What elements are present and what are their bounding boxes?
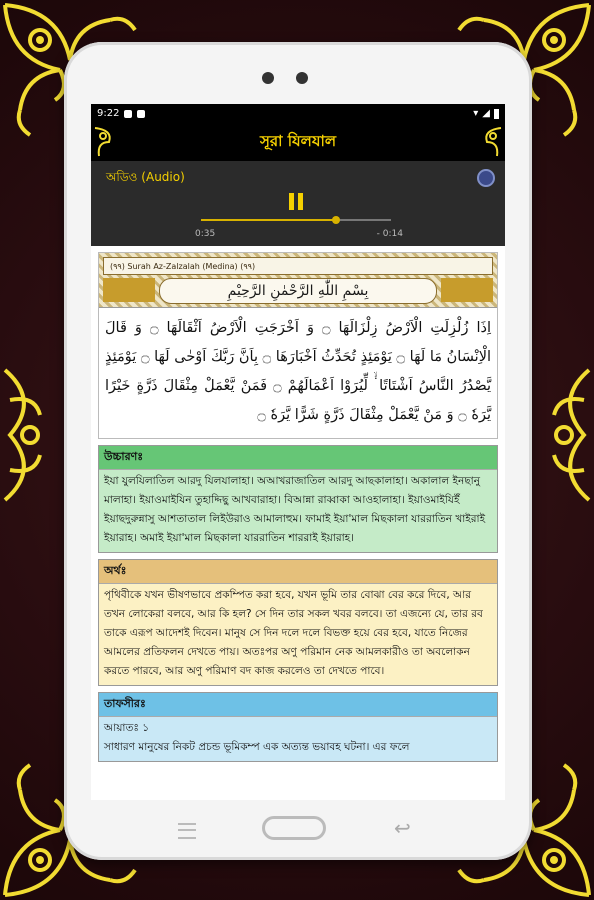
title-ornament-icon [473,126,503,158]
tafsir-body [99,717,497,761]
back-icon[interactable]: ↩ [394,816,411,840]
battery-icon [494,109,499,119]
status-bar [91,104,505,123]
meaning-section [98,559,498,686]
ornament-side-icon [534,360,594,510]
remaining-time: - 0:14 [376,229,403,239]
page-title: সূরা যিলযাল [259,131,336,150]
sim-icon [137,110,145,118]
audio-label: অডিও (Audio) [106,170,185,184]
pronunciation-text: ইযা যুলযিলাতিল আরদু যিলযালাহা। অআখরাজাতিল আরদু আছকালাহা। অকালাল ইনছানু মালাহা। ইয়াওমাইযিন তুহাদ্দিছু আখবারাহা। বিআন্না রাব্বাকা আওহালাহা। ইয়াওমাইযিইঁ ইয়াছদুরুন্নাসু আশতাতাল লিইউরাও আমালাহুম। ফামাই ইয়া'মাল মিছকালা যাররাতিন খাইরাই ইয়ারাহ। অমাই ইয়া'মাল মিছকালা যাররাতিন শাররাই ইয়ারাহ। [99,470,497,552]
title-bar [91,123,505,161]
audio-player [91,161,505,246]
surah-info: (٩٩) Surah Az-Zalzalah (Medina) (٩٩) [110,261,256,271]
elapsed-time: 0:35 [195,229,216,239]
home-button[interactable] [262,816,326,840]
wifi-icon: ▾ [473,108,479,119]
sensor-icon [296,72,308,84]
bismillah: بِسْمِ اللّٰهِ الرَّحْمٰنِ الرَّحِیْمِ [159,278,437,304]
ornament-side-icon [0,360,60,510]
ayat-text: اِذَا زُلْزِلَتِ الْاَرْضُ زِلْزَالَهَا ۝ وَ اَخْرَجَتِ الْاَرْضُ اَثْقَالَهَا ۝ وَ قَالَ الْاِنْسَانُ مَا لَهَا ۝ یَوْمَئِذٍ تُحَدِّثُ اَخْبَارَهَا ۝ بِاَنَّ رَبَّكَ اَوْحٰی لَهَا ۝ یَوْمَئِذٍ یَّصْدُرُ النَّاسُ اَشْتَاتًا ۬ۙ لِّیُرَوْا اَعْمَالَهُمْ ۝ فَمَنْ یَّعْمَلْ مِثْقَالَ ذَرَّةٍ خَیْرًا یَّرَهٗ ۝ وَ مَنْ یَّعْمَلْ مِثْقَالَ ذَرَّةٍ شَرًّا یَّرَهٗ ۝ [105,320,491,423]
tablet-frame [64,42,532,860]
pronunciation-section [98,445,498,553]
surah-banner [99,253,497,308]
pause-button[interactable] [289,193,303,210]
banner-ornament-icon [103,278,155,302]
signal-icon: ◢ [482,108,490,119]
status-time: 9:22 [97,108,120,119]
ayat-card [98,252,498,439]
notification-icon [124,110,132,118]
content-scroll[interactable] [91,246,505,800]
surah-info-strip [103,257,493,275]
meaning-text: পৃথিবীকে যখন ভীষণভাবে প্রকম্পিত করা হবে, যখন ভূমি তার বোঝা বের করে দিবে, আর তখন লোকেরা বলবে, আর কি হল? সে দিন তার সকল খবর বলবে। তা এজন্যে যে, তার রব তাকে এরূপ আদেশই দিবেন। মানুষ সে দিন দলে দলে বিভক্ত হয়ে বের হবে, যাতে নিজের আমলের প্রতিফলন দেখতে পায়। অতঃপর অণু পরিমান নেক আমলকারীও তা অবলোকন করতে পারবে, আর অণু পরিমাণ বদ কাজ করলেও তা দেখতে পাবে। [99,584,497,685]
tafsir-heading: তাফসীরঃ [99,693,497,717]
volume-icon[interactable] [477,169,495,187]
tafsir-text: সাধারণ মানুষের নিকট প্রচন্ড ভূমিকম্প এক অত্যন্ত ভয়াবহ ঘটনা। এর ফলে [104,741,410,753]
seekbar-fill [201,219,336,221]
recent-apps-icon[interactable] [178,823,196,839]
meaning-heading: অর্থঃ [99,560,497,584]
pronunciation-heading: উচ্চারণঃ [99,446,497,470]
audio-seekbar[interactable] [201,219,391,221]
tafsir-section [98,692,498,762]
tafsir-ayat-number: আয়াতঃ ১ [104,722,150,734]
seekbar-thumb[interactable] [332,216,340,224]
banner-ornament-icon [441,278,493,302]
device-navbar [64,814,532,844]
title-ornament-icon [93,126,123,158]
camera-icon [262,72,274,84]
app-screen [91,104,505,800]
